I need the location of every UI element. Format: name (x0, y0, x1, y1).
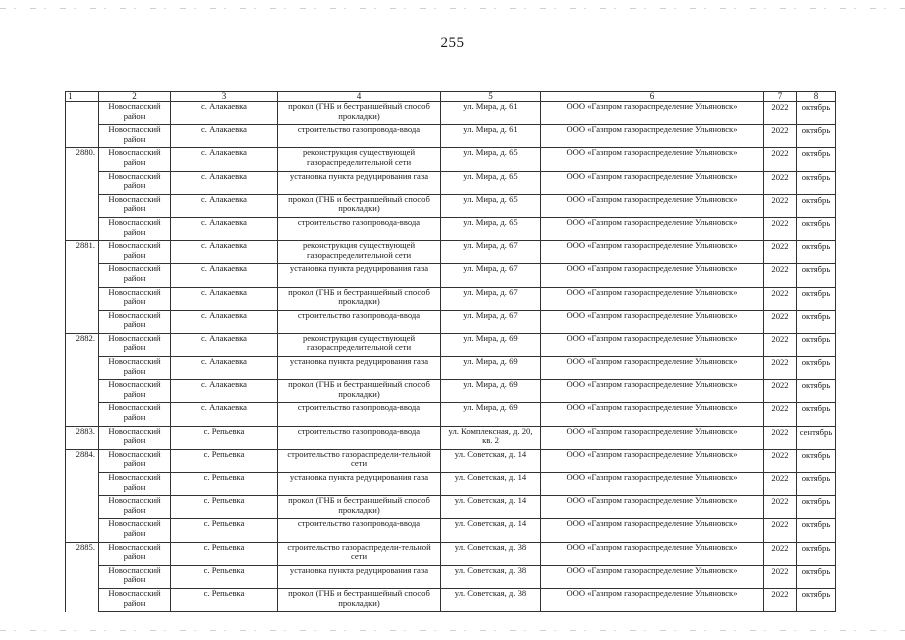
month-cell: октябрь (797, 125, 836, 148)
work-type-cell: строительство газопровода-ввода (278, 519, 441, 542)
address-cell: ул. Мира, д. 65 (441, 194, 541, 217)
work-type-cell: прокол (ГНБ и бестраншейный способ прокладки) (278, 496, 441, 519)
village-cell: с. Репьевка (171, 519, 278, 542)
organization-cell: ООО «Газпром газораспределение Ульяновск» (541, 426, 764, 449)
entry-number: 2885. (66, 542, 99, 565)
district-cell: Новоспасский район (99, 519, 171, 542)
village-cell: с. Алакаевка (171, 264, 278, 287)
work-type-cell: прокол (ГНБ и бестраншейный способ прокладки) (278, 380, 441, 403)
work-type-cell: строительство газопровода-ввода (278, 217, 441, 240)
entry-number (66, 287, 99, 310)
month-cell: октябрь (797, 333, 836, 356)
organization-cell: ООО «Газпром газораспределение Ульяновск» (541, 148, 764, 171)
table-row (66, 380, 836, 403)
address-cell: ул. Советская, д. 14 (441, 449, 541, 472)
organization-cell: ООО «Газпром газораспределение Ульяновск» (541, 403, 764, 426)
district-cell: Новоспасский район (99, 473, 171, 496)
table-row (66, 426, 836, 449)
work-type-cell: строительство газопровода-ввода (278, 403, 441, 426)
organization-cell: ООО «Газпром газораспределение Ульяновск» (541, 380, 764, 403)
table-row (66, 194, 836, 217)
village-cell: с. Репьевка (171, 426, 278, 449)
organization-cell: ООО «Газпром газораспределение Ульяновск» (541, 588, 764, 611)
year-cell: 2022 (764, 403, 797, 426)
work-type-cell: установка пункта редуцирования газа (278, 565, 441, 588)
village-cell: с. Репьевка (171, 588, 278, 611)
village-cell: с. Алакаевка (171, 102, 278, 125)
entry-number (66, 588, 99, 611)
scan-artifact-top (0, 8, 905, 9)
village-cell: с. Алакаевка (171, 380, 278, 403)
month-cell: октябрь (797, 287, 836, 310)
address-cell: ул. Мира, д. 61 (441, 102, 541, 125)
address-cell: ул. Мира, д. 65 (441, 217, 541, 240)
village-cell: с. Алакаевка (171, 171, 278, 194)
organization-cell: ООО «Газпром газораспределение Ульяновск» (541, 333, 764, 356)
year-cell: 2022 (764, 241, 797, 264)
year-cell: 2022 (764, 588, 797, 611)
table-row (66, 125, 836, 148)
table-row (66, 264, 836, 287)
organization-cell: ООО «Газпром газораспределение Ульяновск» (541, 287, 764, 310)
month-cell: октябрь (797, 102, 836, 125)
organization-cell: ООО «Газпром газораспределение Ульяновск» (541, 264, 764, 287)
month-cell: октябрь (797, 449, 836, 472)
table-row (66, 449, 836, 472)
table-row (66, 473, 836, 496)
organization-cell: ООО «Газпром газораспределение Ульяновск» (541, 542, 764, 565)
scan-artifact-bottom (0, 630, 905, 631)
district-cell: Новоспасский район (99, 264, 171, 287)
organization-cell: ООО «Газпром газораспределение Ульяновск» (541, 496, 764, 519)
month-cell: октябрь (797, 310, 836, 333)
table-row (66, 241, 836, 264)
organization-cell: ООО «Газпром газораспределение Ульяновск» (541, 194, 764, 217)
works-table (65, 91, 836, 612)
village-cell: с. Алакаевка (171, 148, 278, 171)
entry-number (66, 125, 99, 148)
column-header: 2 (99, 92, 171, 102)
column-header: 8 (797, 92, 836, 102)
table-row (66, 403, 836, 426)
table-body (66, 92, 836, 612)
column-header: 3 (171, 92, 278, 102)
village-cell: с. Алакаевка (171, 310, 278, 333)
column-header: 5 (441, 92, 541, 102)
work-type-cell: прокол (ГНБ и бестраншейный способ прокладки) (278, 194, 441, 217)
address-cell: ул. Комплексная, д. 20, кв. 2 (441, 426, 541, 449)
year-cell: 2022 (764, 542, 797, 565)
district-cell: Новоспасский район (99, 565, 171, 588)
village-cell: с. Алакаевка (171, 333, 278, 356)
year-cell: 2022 (764, 102, 797, 125)
district-cell: Новоспасский район (99, 542, 171, 565)
village-cell: с. Алакаевка (171, 357, 278, 380)
month-cell: октябрь (797, 171, 836, 194)
work-type-cell: установка пункта редуцирования газа (278, 357, 441, 380)
work-type-cell: установка пункта редуцирования газа (278, 264, 441, 287)
district-cell: Новоспасский район (99, 287, 171, 310)
address-cell: ул. Мира, д. 65 (441, 148, 541, 171)
organization-cell: ООО «Газпром газораспределение Ульяновск» (541, 473, 764, 496)
address-cell: ул. Мира, д. 69 (441, 380, 541, 403)
table-row (66, 357, 836, 380)
district-cell: Новоспасский район (99, 310, 171, 333)
district-cell: Новоспасский район (99, 194, 171, 217)
month-cell: октябрь (797, 357, 836, 380)
village-cell: с. Алакаевка (171, 287, 278, 310)
organization-cell: ООО «Газпром газораспределение Ульяновск» (541, 102, 764, 125)
entry-number (66, 194, 99, 217)
month-cell: октябрь (797, 148, 836, 171)
entry-number: 2883. (66, 426, 99, 449)
work-type-cell: строительство газораспредели-тельной сети (278, 542, 441, 565)
entry-number (66, 102, 99, 125)
address-cell: ул. Мира, д. 61 (441, 125, 541, 148)
table-row (66, 287, 836, 310)
month-cell: октябрь (797, 519, 836, 542)
village-cell: с. Алакаевка (171, 194, 278, 217)
column-header: 1 (66, 92, 99, 102)
work-type-cell: прокол (ГНБ и бестраншейный способ прокладки) (278, 102, 441, 125)
table-row (66, 496, 836, 519)
year-cell: 2022 (764, 449, 797, 472)
work-type-cell: реконструкция существующей газораспределительной сети (278, 241, 441, 264)
year-cell: 2022 (764, 380, 797, 403)
table-row (66, 588, 836, 611)
entry-number (66, 519, 99, 542)
district-cell: Новоспасский район (99, 496, 171, 519)
year-cell: 2022 (764, 426, 797, 449)
district-cell: Новоспасский район (99, 333, 171, 356)
village-cell: с. Алакаевка (171, 125, 278, 148)
district-cell: Новоспасский район (99, 380, 171, 403)
entry-number (66, 171, 99, 194)
address-cell: ул. Советская, д. 14 (441, 473, 541, 496)
year-cell: 2022 (764, 148, 797, 171)
village-cell: с. Репьевка (171, 449, 278, 472)
organization-cell: ООО «Газпром газораспределение Ульяновск» (541, 241, 764, 264)
organization-cell: ООО «Газпром газораспределение Ульяновск» (541, 449, 764, 472)
district-cell: Новоспасский район (99, 148, 171, 171)
year-cell: 2022 (764, 473, 797, 496)
entry-number (66, 473, 99, 496)
table-row (66, 171, 836, 194)
address-cell: ул. Мира, д. 67 (441, 310, 541, 333)
month-cell: октябрь (797, 194, 836, 217)
table-row (66, 519, 836, 542)
work-type-cell: строительство газопровода-ввода (278, 125, 441, 148)
work-type-cell: установка пункта редуцирования газа (278, 171, 441, 194)
column-header: 7 (764, 92, 797, 102)
month-cell: октябрь (797, 542, 836, 565)
work-type-cell: реконструкция существующей газораспределительной сети (278, 333, 441, 356)
entry-number: 2880. (66, 148, 99, 171)
organization-cell: ООО «Газпром газораспределение Ульяновск» (541, 171, 764, 194)
month-cell: октябрь (797, 588, 836, 611)
village-cell: с. Репьевка (171, 473, 278, 496)
year-cell: 2022 (764, 171, 797, 194)
district-cell: Новоспасский район (99, 217, 171, 240)
address-cell: ул. Советская, д. 38 (441, 588, 541, 611)
month-cell: сентябрь (797, 426, 836, 449)
organization-cell: ООО «Газпром газораспределение Ульяновск» (541, 310, 764, 333)
village-cell: с. Алакаевка (171, 217, 278, 240)
table-row (66, 542, 836, 565)
district-cell: Новоспасский район (99, 241, 171, 264)
table-row (66, 310, 836, 333)
table-header-row (66, 92, 836, 102)
village-cell: с. Репьевка (171, 542, 278, 565)
year-cell: 2022 (764, 217, 797, 240)
year-cell: 2022 (764, 565, 797, 588)
work-type-cell: строительство газораспредели-тельной сети (278, 449, 441, 472)
entry-number (66, 380, 99, 403)
month-cell: октябрь (797, 380, 836, 403)
district-cell: Новоспасский район (99, 102, 171, 125)
year-cell: 2022 (764, 125, 797, 148)
district-cell: Новоспасский район (99, 171, 171, 194)
entry-number (66, 264, 99, 287)
district-cell: Новоспасский район (99, 403, 171, 426)
table-row (66, 148, 836, 171)
year-cell: 2022 (764, 287, 797, 310)
address-cell: ул. Мира, д. 69 (441, 333, 541, 356)
village-cell: с. Репьевка (171, 565, 278, 588)
district-cell: Новоспасский район (99, 449, 171, 472)
work-type-cell: прокол (ГНБ и бестраншейный способ прокладки) (278, 588, 441, 611)
year-cell: 2022 (764, 333, 797, 356)
organization-cell: ООО «Газпром газораспределение Ульяновск» (541, 565, 764, 588)
month-cell: октябрь (797, 403, 836, 426)
entry-number (66, 310, 99, 333)
address-cell: ул. Мира, д. 69 (441, 357, 541, 380)
organization-cell: ООО «Газпром газораспределение Ульяновск» (541, 125, 764, 148)
year-cell: 2022 (764, 357, 797, 380)
work-type-cell: установка пункта редуцирования газа (278, 473, 441, 496)
column-header: 6 (541, 92, 764, 102)
entry-number: 2884. (66, 449, 99, 472)
work-type-cell: реконструкция существующей газораспределительной сети (278, 148, 441, 171)
month-cell: октябрь (797, 473, 836, 496)
address-cell: ул. Советская, д. 38 (441, 565, 541, 588)
table-row (66, 333, 836, 356)
table-row (66, 102, 836, 125)
work-type-cell: прокол (ГНБ и бестраншейный способ прокладки) (278, 287, 441, 310)
entry-number: 2881. (66, 241, 99, 264)
address-cell: ул. Мира, д. 67 (441, 241, 541, 264)
month-cell: октябрь (797, 496, 836, 519)
entry-number (66, 565, 99, 588)
address-cell: ул. Советская, д. 14 (441, 496, 541, 519)
table-row (66, 565, 836, 588)
district-cell: Новоспасский район (99, 426, 171, 449)
month-cell: октябрь (797, 241, 836, 264)
entry-number (66, 357, 99, 380)
address-cell: ул. Мира, д. 65 (441, 171, 541, 194)
month-cell: октябрь (797, 565, 836, 588)
year-cell: 2022 (764, 496, 797, 519)
village-cell: с. Репьевка (171, 496, 278, 519)
organization-cell: ООО «Газпром газораспределение Ульяновск» (541, 357, 764, 380)
year-cell: 2022 (764, 310, 797, 333)
address-cell: ул. Мира, д. 67 (441, 287, 541, 310)
work-type-cell: строительство газопровода-ввода (278, 426, 441, 449)
month-cell: октябрь (797, 264, 836, 287)
page-number: 255 (440, 35, 465, 51)
year-cell: 2022 (764, 194, 797, 217)
organization-cell: ООО «Газпром газораспределение Ульяновск» (541, 519, 764, 542)
organization-cell: ООО «Газпром газораспределение Ульяновск» (541, 217, 764, 240)
year-cell: 2022 (764, 264, 797, 287)
entry-number (66, 217, 99, 240)
month-cell: октябрь (797, 217, 836, 240)
address-cell: ул. Мира, д. 67 (441, 264, 541, 287)
entry-number: 2882. (66, 333, 99, 356)
work-type-cell: строительство газопровода-ввода (278, 310, 441, 333)
village-cell: с. Алакаевка (171, 403, 278, 426)
year-cell: 2022 (764, 519, 797, 542)
address-cell: ул. Советская, д. 14 (441, 519, 541, 542)
district-cell: Новоспасский район (99, 357, 171, 380)
address-cell: ул. Мира, д. 69 (441, 403, 541, 426)
column-header: 4 (278, 92, 441, 102)
entry-number (66, 496, 99, 519)
address-cell: ул. Советская, д. 38 (441, 542, 541, 565)
table-row (66, 217, 836, 240)
district-cell: Новоспасский район (99, 588, 171, 611)
village-cell: с. Алакаевка (171, 241, 278, 264)
district-cell: Новоспасский район (99, 125, 171, 148)
entry-number (66, 403, 99, 426)
